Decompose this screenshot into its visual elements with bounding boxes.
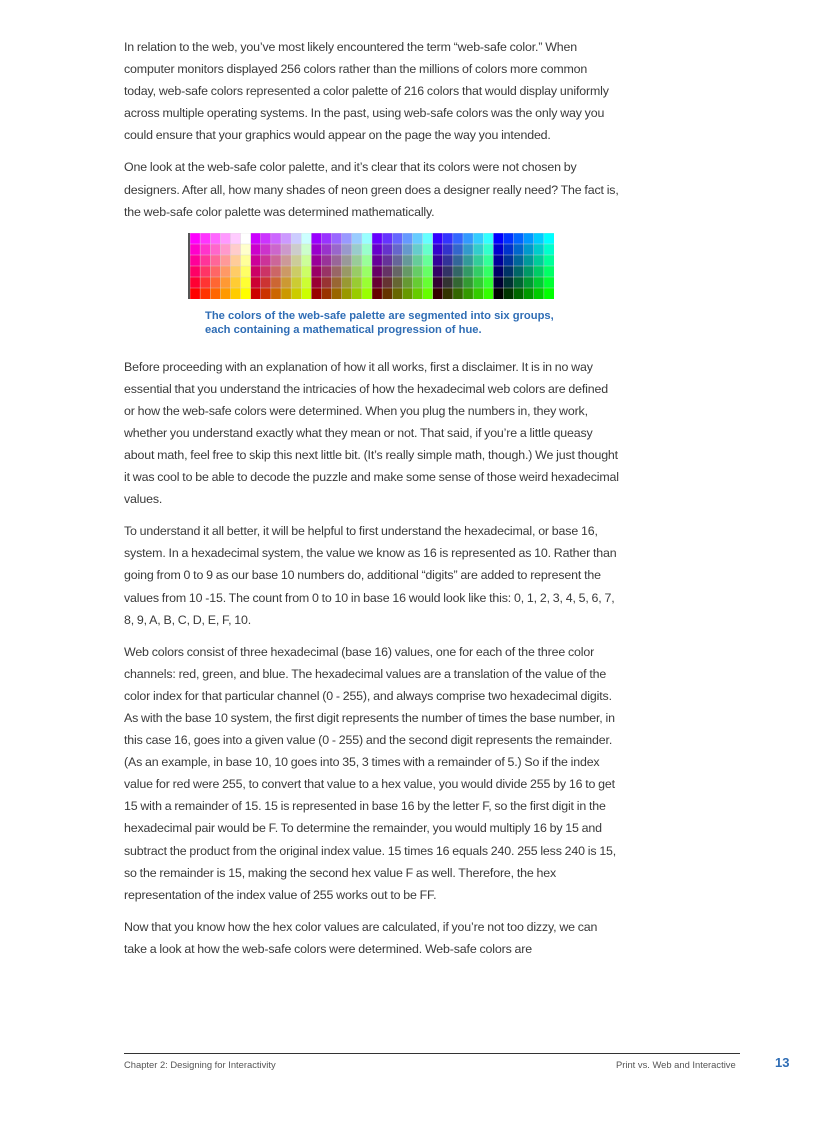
palette-swatch [190,244,200,255]
palette-swatch [503,233,513,244]
palette-swatch [301,277,311,288]
palette-swatch [200,288,210,299]
palette-swatch [291,255,301,266]
footer-book-title: Print vs. Web and Interactive [616,1059,736,1070]
palette-swatch [392,244,402,255]
main-content [124,36,620,970]
palette-swatch [493,233,503,244]
palette-swatch [463,244,473,255]
palette-swatch [261,255,271,266]
palette-swatch [382,277,392,288]
palette-swatch [483,233,493,244]
palette-swatch [483,266,493,277]
palette-swatch [412,288,422,299]
palette-swatch [433,266,443,277]
palette-swatch [443,233,453,244]
palette-swatch [200,255,210,266]
palette-swatch [402,233,412,244]
palette-swatch [230,244,240,255]
palette-swatch [524,255,534,266]
palette-swatch [493,277,503,288]
palette-swatch [433,255,443,266]
palette-swatch [261,233,271,244]
palette-swatch [544,255,554,266]
page-number: 13 [775,1055,790,1070]
palette-swatch [220,288,230,299]
palette-swatch [281,244,291,255]
palette-swatch [281,277,291,288]
palette-swatch [251,233,261,244]
palette-swatch [200,277,210,288]
palette-swatch [372,255,382,266]
palette-swatch [352,233,362,244]
palette-swatch [190,288,200,299]
palette-swatch [514,288,524,299]
palette-swatch [402,244,412,255]
paragraph-web-safe-determination: Now that you know how the hex color values are calculated, if you’re not too dizzy, we can take a look at how the web-safe colors were determined. Web-safe colors are [124,919,598,956]
palette-swatch [271,266,281,277]
palette-swatch [352,288,362,299]
palette-swatch [473,244,483,255]
footer-divider [124,1053,740,1054]
palette-swatch [190,266,200,277]
palette-swatch [362,277,372,288]
palette-swatch [503,255,513,266]
palette-swatch [251,266,261,277]
palette-swatch [382,233,392,244]
palette-swatch [271,233,281,244]
palette-swatch [342,244,352,255]
palette-swatch [301,244,311,255]
palette-swatch [392,233,402,244]
palette-swatch [271,277,281,288]
palette-swatch [514,244,524,255]
palette-swatch [443,266,453,277]
palette-swatch [433,244,443,255]
palette-swatch [534,288,544,299]
palette-swatch [392,266,402,277]
paragraph-web-colors-channels: Web colors consist of three hexadecimal (base 16) values, one for each of the three color channels: red, green, and blue. The hexadecimal values are a translation of the value of the color index for that particular channel (0 - 255), and always comprise two hexadecimal digits. As with the base 10 system, the first digit represents the number of times the base number, in this case 16, goes into a given value (0 - 255) and the second digit represents the remainder. (As an example, in base 10, 10 goes into 35, 3 times with a remainder of 5.) So if the index value for red were 255, to convert that value to a hex value, you would divide 255 by 16 to get 15 with a remainder of 15. 15 is represented in base 16 by the letter F, so the first digit in the hexadecimal pair would be F. To determine the remainder, you would multiply 16 by 15 and subtract the product from the original index value. 15 times 16 equals 240. 255 less 240 is 15, so the remainder is 15, making the second hex value F as well. Therefore, the hex representation of the index value of 255 works out to be FF. [124,644,617,902]
palette-swatch [311,288,321,299]
palette-swatch [332,244,342,255]
page-footer [124,1053,790,1077]
palette-swatch [311,244,321,255]
palette-swatch [473,288,483,299]
palette-swatch [534,266,544,277]
palette-swatch [534,255,544,266]
palette-swatch [241,244,251,255]
palette-swatch [342,255,352,266]
palette-swatch [493,244,503,255]
palette-swatch [342,233,352,244]
palette-swatch [453,288,463,299]
paragraph-disclaimer: Before proceeding with an explanation of how it all works, first a disclaimer. It is in no way essential that you understand the intricacies of how the hexadecimal web colors are defined or how the web-safe colors were determined. When you plug the numbers in, they work, whether you understand exactly what they mean or not. That said, if you’re a little queasy about math, feel free to skip this next little bit. (It’s really simple math, though.) We just thought it was cool to be able to decode the puzzle and make some sense of those weird hexadecimal values. [124,359,619,507]
palette-swatch [372,277,382,288]
palette-swatch [423,233,433,244]
palette-swatch [210,277,220,288]
palette-swatch [321,266,331,277]
palette-swatch [483,255,493,266]
palette-swatch [362,244,372,255]
palette-swatch [463,266,473,277]
palette-swatch [261,244,271,255]
palette-swatch [514,233,524,244]
palette-swatch [544,233,554,244]
palette-swatch [514,266,524,277]
palette-swatch [301,266,311,277]
palette-swatch [544,244,554,255]
palette-swatch [493,255,503,266]
palette-swatch [291,288,301,299]
palette-swatch [230,255,240,266]
palette-swatch [433,233,443,244]
palette-swatch [524,244,534,255]
palette-swatch [321,233,331,244]
palette-swatch [332,277,342,288]
palette-swatch [241,266,251,277]
palette-swatch [291,244,301,255]
palette-swatch [524,288,534,299]
palette-swatch [382,266,392,277]
palette-swatch [412,266,422,277]
palette-swatch [251,277,261,288]
palette-swatch [402,288,412,299]
palette-swatch [291,277,301,288]
palette-swatch [453,266,463,277]
palette-swatch [332,233,342,244]
palette-swatch [261,266,271,277]
palette-swatch [220,244,230,255]
palette-swatch [463,255,473,266]
palette-swatch [423,255,433,266]
palette-swatch [281,233,291,244]
palette-swatch [503,266,513,277]
palette-swatch [443,277,453,288]
palette-swatch [483,288,493,299]
palette-swatch [321,277,331,288]
palette-swatch [362,255,372,266]
palette-swatch [210,288,220,299]
palette-swatch [230,266,240,277]
palette-swatch [443,255,453,266]
palette-swatch [503,277,513,288]
palette-swatch [473,266,483,277]
palette-swatch [362,233,372,244]
palette-swatch [190,255,200,266]
palette-swatch [473,277,483,288]
palette-swatch [251,255,261,266]
palette-swatch [190,277,200,288]
palette-swatch [321,255,331,266]
palette-swatch [503,244,513,255]
palette-swatch [301,255,311,266]
palette-swatch [210,255,220,266]
palette-swatch [291,266,301,277]
palette-swatch [241,288,251,299]
figure-caption: The colors of the web-safe palette are segmented into six groups, each containing a mathematical progression of hue. [205,309,554,337]
palette-swatch [453,277,463,288]
palette-swatch [514,277,524,288]
palette-swatch [220,233,230,244]
palette-swatch [220,266,230,277]
palette-swatch [352,244,362,255]
palette-swatch [200,266,210,277]
palette-swatch [453,255,463,266]
web-safe-palette-image [188,233,554,299]
palette-swatch [453,233,463,244]
palette-swatch [342,288,352,299]
palette-swatch [473,233,483,244]
palette-swatch [291,233,301,244]
palette-swatch [271,288,281,299]
palette-swatch [493,288,503,299]
palette-swatch [311,277,321,288]
palette-swatch [423,277,433,288]
palette-swatch [342,266,352,277]
palette-swatch [514,255,524,266]
palette-swatch [483,277,493,288]
palette-swatch [443,288,453,299]
palette-swatch [402,255,412,266]
palette-swatch [241,255,251,266]
palette-swatch [372,266,382,277]
palette-swatch [190,233,200,244]
palette-swatch [271,255,281,266]
palette-swatch [230,233,240,244]
palette-swatch [332,266,342,277]
palette-swatch [382,244,392,255]
palette-swatch [493,266,503,277]
palette-swatch [544,277,554,288]
palette-swatch [352,255,362,266]
paragraph-palette-origin: One look at the web-safe color palette, and it’s clear that its colors were not chosen by designers. After all, how many shades of neon green does a designer really need? The fact is, the web-safe color palette was determined mathematically. [124,160,619,219]
palette-swatch [321,288,331,299]
palette-swatch [392,255,402,266]
palette-swatch [281,255,291,266]
palette-swatch [423,266,433,277]
palette-swatch [382,288,392,299]
palette-swatch [200,233,210,244]
palette-swatch [524,277,534,288]
palette-swatch [463,277,473,288]
palette-swatch [483,244,493,255]
footer-chapter-title: Chapter 2: Designing for Interactivity [124,1059,276,1070]
paragraph-web-safe-intro: In relation to the web, you’ve most likely encountered the term “web-safe color.” When computer monitors displayed 256 colors rather than the millions of colors more common today, web-safe colors represented a color palette of 216 colors that would display uniformly across multiple operating systems. In the past, using web-safe colors was the only way you could ensure that your graphics would appear on the page the way you intended. [124,40,609,143]
palette-swatch [443,244,453,255]
palette-swatch [372,233,382,244]
palette-swatch [412,233,422,244]
palette-swatch [423,288,433,299]
palette-swatch [210,233,220,244]
palette-swatch [463,288,473,299]
palette-swatch [392,288,402,299]
palette-swatch [402,266,412,277]
palette-swatch [433,288,443,299]
palette-swatch [433,277,443,288]
palette-swatch [210,244,220,255]
palette-swatch [220,277,230,288]
palette-swatch [332,255,342,266]
palette-swatch [524,266,534,277]
palette-swatch [210,266,220,277]
palette-swatch [372,288,382,299]
palette-swatch [311,255,321,266]
paragraph-hexadecimal-system: To understand it all better, it will be helpful to first understand the hexadecimal, or base 16, system. In a hexadecimal system, the value we know as 16 is represented as 10. Rather than going from 0 to 9 as our base 10 numbers do, additional “digits” are added to represent the values from 10 -15. The count from 0 to 10 in base 16 would look like this: 0, 1, 2, 3, 4, 5, 6, 7, 8, 9, A, B, C, D, E, F, 10. [124,524,617,627]
palette-swatch [463,233,473,244]
palette-swatch [311,266,321,277]
palette-swatch [230,288,240,299]
palette-swatch [534,233,544,244]
palette-swatch [220,255,230,266]
palette-swatch [241,233,251,244]
palette-swatch [453,244,463,255]
palette-swatch [311,233,321,244]
palette-swatch [534,277,544,288]
palette-swatch [352,266,362,277]
palette-swatch [392,277,402,288]
palette-swatch [412,277,422,288]
palette-swatch [271,244,281,255]
palette-swatch [241,277,251,288]
palette-swatch [261,288,271,299]
palette-swatch [534,244,544,255]
palette-swatch [301,233,311,244]
palette-swatch [342,277,352,288]
palette-swatch [251,244,261,255]
palette-swatch [251,288,261,299]
palette-swatch [301,288,311,299]
palette-swatch [412,244,422,255]
palette-swatch [412,255,422,266]
palette-swatch [382,255,392,266]
palette-swatch [200,244,210,255]
palette-swatch [503,288,513,299]
palette-swatch [362,266,372,277]
palette-swatch [281,266,291,277]
palette-swatch [544,266,554,277]
palette-swatch [372,244,382,255]
palette-swatch [332,288,342,299]
palette-swatch [352,277,362,288]
palette-swatch [261,277,271,288]
palette-swatch [473,255,483,266]
palette-swatch [230,277,240,288]
palette-swatch [402,277,412,288]
palette-swatch [524,233,534,244]
palette-swatch [321,244,331,255]
palette-swatch [423,244,433,255]
palette-swatch [544,288,554,299]
palette-swatch [362,288,372,299]
web-safe-palette-figure [124,233,620,338]
palette-swatch [281,288,291,299]
